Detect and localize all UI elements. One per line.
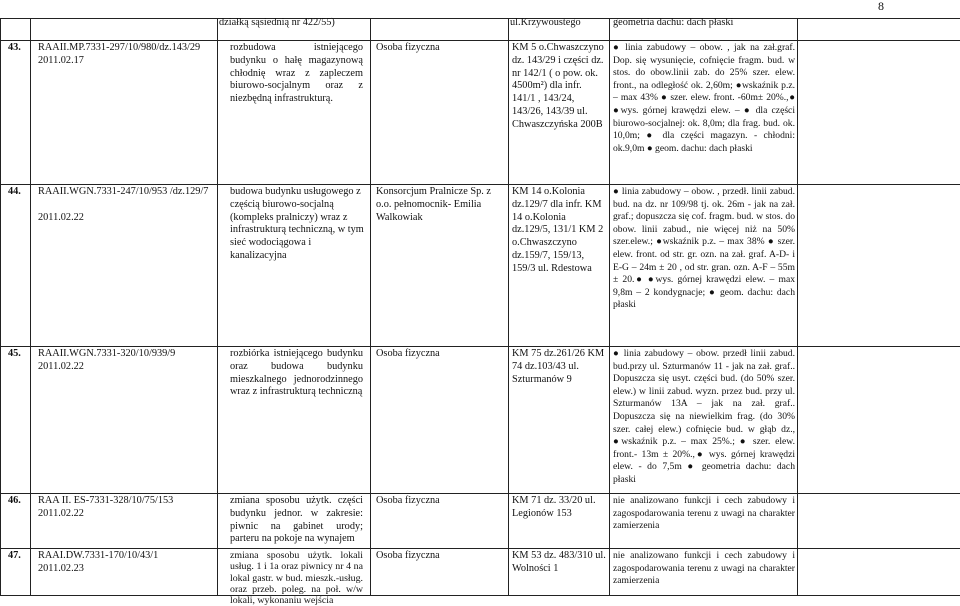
grid-line xyxy=(0,184,960,185)
continuation-geometry: geometria dachu: dach płaski xyxy=(613,17,734,28)
project-description: zmiana sposobu użytk. części budynku jednor. w zakresie: piwnic na gabinet urody; parteru na pokoje na wynajem xyxy=(230,495,363,545)
case-id: RAAI.DW.7331-170/10/43/1 xyxy=(38,550,159,561)
grid-line xyxy=(30,18,31,596)
grid-line xyxy=(609,18,610,596)
continuation-description: działką sąsiednią nr 422/55) xyxy=(219,17,335,28)
project-description: rozbiórka istniejącego budynku oraz budowa budynku mieszkalnego jednorodzinnego wraz z infrastrukturą techniczną xyxy=(230,348,363,398)
plot-location: KM 53 dz. 483/310 ul. Wolności 1 xyxy=(512,550,606,574)
case-date: 2011.02.22 xyxy=(38,361,84,372)
grid-line xyxy=(370,18,371,596)
register-table xyxy=(0,17,960,606)
continuation-location: ul.Krzywoustego xyxy=(510,17,581,28)
grid-line xyxy=(0,548,960,549)
plot-location: KM 14 o.Kolonia dz.129/7 dla infr. KM 14 o.Kolonia dz.129/5, 131/1 KM 2 o.Chwaszczyno dz.159/7, 159/13, 159/3 ul. Rdestowa xyxy=(512,186,604,274)
grid-line xyxy=(0,18,1,596)
case-date: 2011.02.17 xyxy=(38,55,84,66)
row-number: 46. xyxy=(8,495,21,506)
building-conditions: nie analizowano funkcji i cech zabudowy i zagospodarowania terenu z uwagi na charakter zamierzenia xyxy=(613,495,795,532)
project-description: rozbudowa istniejącego budynku o hałę magazynową chłodnię wraz z zapleczem biurowo-socjalnym oraz z niezbędną infrastrukturą. xyxy=(230,42,363,105)
building-conditions: ● linia zabudowy – obow. , jak na zał.graf. Dop. się wysunięcie, cofnięcie fragm. bud. w stos. do obow.linii zab. do 25% szer. elew. front., na odległość ok. 2,60m; ●wskaźnik p.z. – max 43% ● szer. elew. front. -60m± 20%.,● ●wys. górnej krawędzi elew. – ● dla części biurowo-socjalnej: ok. 8,0m; dla frag. bud. ok. 10,0m; ● dla części magazyn. - chłodni: ok.9,0m ● geom. dachu: dach płaski xyxy=(613,42,795,154)
investor: Osoba fizyczna xyxy=(376,348,440,359)
investor: Konsorcjum Pralnicze Sp. z o.o. pełnomocnik- Emilia Walkowiak xyxy=(376,186,491,223)
project-description: zmiana sposobu użytk. lokali usług. 1 i 1a oraz piwnicy nr 4 na lokal gastr. w bud. mieszk.-usług. oraz przeb. poleg. na poł. w/w lokali, wykonaniu wejścia xyxy=(230,550,363,606)
investor: Osoba fizyczna xyxy=(376,550,440,561)
row-number: 45. xyxy=(8,348,21,359)
plot-location: KM 5 o.Chwaszczyno dz. 143/29 i części dz. nr 142/1 ( o pow. ok. 4500m²) dla infr. 141/1 , 143/24, 143/26, 143/39 ul. Chwaszczyńska 200B xyxy=(512,42,604,130)
building-conditions: ● linia zabudowy – obow. przedł linii zabud. bud.przy ul. Szturmanów 11 - jak na zał. graf.. Dopuszcza się usyt. części bud. (do 50% szer. elew.) w linii zabud. wyzn. przez bud. przy ul. Szturmanów 13A – jak na zał. graf.. Dopuszcza się na niewielkim frag. (do 30% szer. całej elew.) cofnięcie bud. w głąb dz., ●wskaźnik p.z. – max 25%.; ● szer. elew. front.- 13m ± 20%.,● wys. górnej krawędzi elew. - do 7,5m ● geometria dachu: dach płaski xyxy=(613,348,795,485)
row-number: 43. xyxy=(8,42,21,53)
row-number: 44. xyxy=(8,186,21,197)
case-date: 2011.02.22 xyxy=(38,508,84,519)
building-conditions: nie analizowano funkcji i cech zabudowy i zagospodarowania terenu z uwagi na charakter zamierzenia xyxy=(613,550,795,587)
grid-line xyxy=(508,18,509,596)
investor: Osoba fizyczna xyxy=(376,495,440,506)
row-number: 47. xyxy=(8,550,21,561)
grid-line xyxy=(0,18,960,19)
page-number: 8 xyxy=(878,0,884,13)
project-description: budowa budynku usługowego z częścią biurowo-socjalną (kompleks pralniczy) wraz z infrastrukturą techniczną, w tym sieć wodociągowa i kanalizacyjna xyxy=(230,186,364,261)
grid-line xyxy=(0,346,960,347)
case-id: RAA II. ES-7331-328/10/75/153 xyxy=(38,495,174,506)
case-id: RAAII.MP.7331-297/10/980/dz.143/29 xyxy=(38,42,201,53)
grid-line xyxy=(0,493,960,494)
plot-location: KM 75 dz.261/26 KM 74 dz.103/43 ul. Szturmanów 9 xyxy=(512,348,605,385)
case-id: RAAII.WGN.7331-320/10/939/9 xyxy=(38,348,176,359)
case-date: 2011.02.22 xyxy=(38,212,84,223)
building-conditions: ● linia zabudowy – obow. , przedł. linii zabud. bud. na dz. nr 109/98 tj. ok. 26m - jak na zał. graf.; dopuszcza się cof. fragm. bud. w stos. do obow. linii zabud., nie więcej niż na 50% szer.elew.; ●wskaźnik p.z. – max 38% ● szer. elew. front. od str. gr. ozn. na zał. graf. A-D- i E-G – 24m ± 20 , od str. gran. ozn. A-F – 55m ± 20.● ●wys. górnej krawędzi elew. – max 9,8m – 2 kondygnacje; ● geom. dachu: dach płaski xyxy=(613,186,795,311)
grid-line xyxy=(217,18,218,596)
case-id: RAAII.WGN.7331-247/10/953 /dz.129/7 xyxy=(38,186,209,197)
plot-location: KM 71 dz. 33/20 ul. Legionów 153 xyxy=(512,495,596,519)
investor: Osoba fizyczna xyxy=(376,42,440,53)
grid-line xyxy=(797,18,798,596)
grid-line xyxy=(0,40,960,41)
case-date: 2011.02.23 xyxy=(38,563,84,574)
